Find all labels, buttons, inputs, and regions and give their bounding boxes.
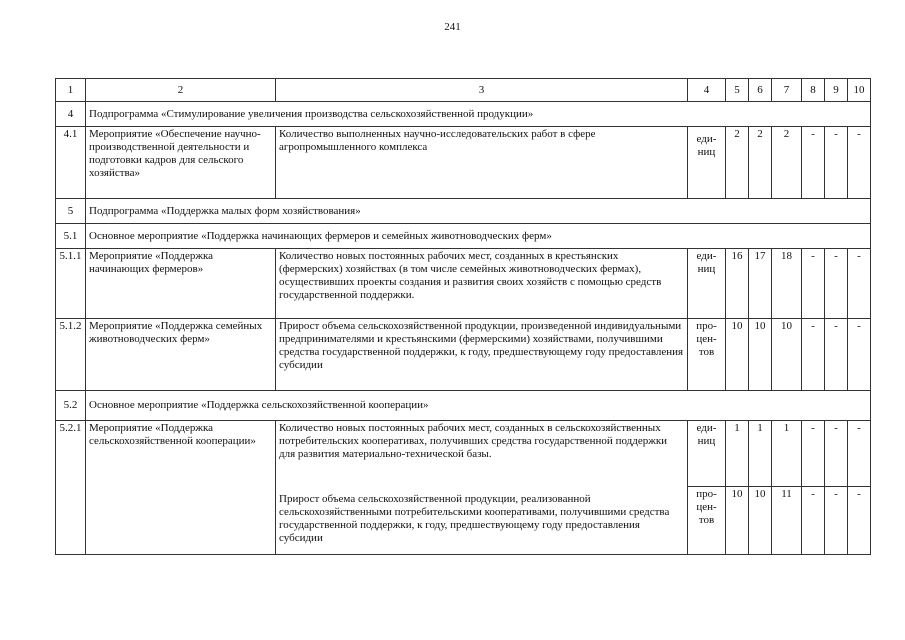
row-code: 5.1 [56, 224, 86, 249]
value-cell: 1 [749, 421, 772, 487]
measure-row [56, 249, 871, 319]
value-cell: - [848, 127, 871, 199]
row-code: 5.2.1 [56, 421, 86, 555]
unit-cell: про-цен-тов [688, 487, 726, 555]
header-cell: 4 [688, 79, 726, 102]
measure-name: Мероприятие «Поддержка семейных животноводческих ферм» [86, 319, 276, 391]
value-cell: 11 [772, 487, 802, 555]
value-cell: 10 [772, 319, 802, 391]
value-cell: - [825, 487, 848, 555]
value-cell: - [802, 487, 825, 555]
value-cell: 2 [772, 127, 802, 199]
subprogram-title: Подпрограмма «Стимулирование увеличения производства сельскохозяйственной продукции» [86, 102, 871, 127]
header-cell: 6 [749, 79, 772, 102]
value-cell: 1 [726, 421, 749, 487]
value-cell: - [825, 421, 848, 487]
unit-cell: про-цен-тов [688, 319, 726, 391]
value-cell: - [848, 421, 871, 487]
value-cell: 10 [749, 319, 772, 391]
value-cell: - [848, 249, 871, 319]
value-cell: - [848, 319, 871, 391]
main-measure-row [56, 224, 871, 249]
header-row [56, 79, 871, 102]
measure-name: Мероприятие «Обеспечение научно-производственной деятельности и подготовки кадров для сельского хозяйства» [86, 127, 276, 199]
header-cell: 7 [772, 79, 802, 102]
measure-name: Мероприятие «Поддержка начинающих фермеров» [86, 249, 276, 319]
measure-row [56, 421, 871, 487]
unit-cell: еди-ниц [688, 127, 726, 199]
value-cell: - [802, 249, 825, 319]
measure-name: Мероприятие «Поддержка сельскохозяйственной кооперации» [86, 421, 276, 555]
value-cell: 10 [726, 487, 749, 555]
unit-cell: еди-ниц [688, 249, 726, 319]
indicator-text: Количество новых постоянных рабочих мест, созданных в сельскохозяйственных потребительских кооперативах, получивших средства государственной поддержки для развития материально-технической базы. [276, 421, 688, 487]
row-code: 4.1 [56, 127, 86, 199]
header-cell: 10 [848, 79, 871, 102]
indicators-table [55, 78, 871, 555]
value-cell: 16 [726, 249, 749, 319]
value-cell: 10 [726, 319, 749, 391]
indicator-text: Количество выполненных научно-исследовательских работ в сфере агропромышленного комплекса [276, 127, 688, 199]
header-cell: 8 [802, 79, 825, 102]
row-code: 4 [56, 102, 86, 127]
indicator-text: Прирост объема сельскохозяйственной продукции, реализованной сельскохозяйственными потребительскими кооперативами, получившими средства государственной поддержки, к году, предшествующему году предоставления субсидии [276, 487, 688, 555]
measure-row [56, 319, 871, 391]
row-code: 5.1.2 [56, 319, 86, 391]
subprogram-row [56, 199, 871, 224]
value-cell: 2 [749, 127, 772, 199]
header-cell: 3 [276, 79, 688, 102]
row-code: 5.2 [56, 391, 86, 421]
unit-cell: еди-ниц [688, 421, 726, 487]
row-code: 5 [56, 199, 86, 224]
page-number: 241 [444, 21, 461, 33]
subprogram-title: Подпрограмма «Поддержка малых форм хозяйствования» [86, 199, 871, 224]
value-cell: 18 [772, 249, 802, 319]
main-measure-title: Основное мероприятие «Поддержка начинающих фермеров и семейных животноводческих ферм» [86, 224, 871, 249]
measure-row [56, 127, 871, 199]
row-code: 5.1.1 [56, 249, 86, 319]
subprogram-row [56, 102, 871, 127]
value-cell: - [802, 127, 825, 199]
header-cell: 9 [825, 79, 848, 102]
main-measure-title: Основное мероприятие «Поддержка сельскохозяйственной кооперации» [86, 391, 871, 421]
value-cell: 1 [772, 421, 802, 487]
value-cell: - [802, 421, 825, 487]
indicator-text: Прирост объема сельскохозяйственной продукции, произведенной индивидуальными предпринимателями и крестьянскими (фермерскими) хозяйствами, получившими средства государственной поддержки, к году, предшествующему году предоставления субсидии [276, 319, 688, 391]
main-measure-row [56, 391, 871, 421]
value-cell: - [802, 319, 825, 391]
value-cell: 17 [749, 249, 772, 319]
header-cell: 5 [726, 79, 749, 102]
value-cell: - [848, 487, 871, 555]
header-cell: 1 [56, 79, 86, 102]
value-cell: - [825, 249, 848, 319]
value-cell: - [825, 319, 848, 391]
header-cell: 2 [86, 79, 276, 102]
value-cell: 10 [749, 487, 772, 555]
value-cell: - [825, 127, 848, 199]
value-cell: 2 [726, 127, 749, 199]
indicator-text: Количество новых постоянных рабочих мест, созданных в крестьянских (фермерских) хозяйствах (в том числе семейных животноводческих фермах), осуществивших проекты создания и развития своих хозяйств с помощью средств государственной поддержки. [276, 249, 688, 319]
